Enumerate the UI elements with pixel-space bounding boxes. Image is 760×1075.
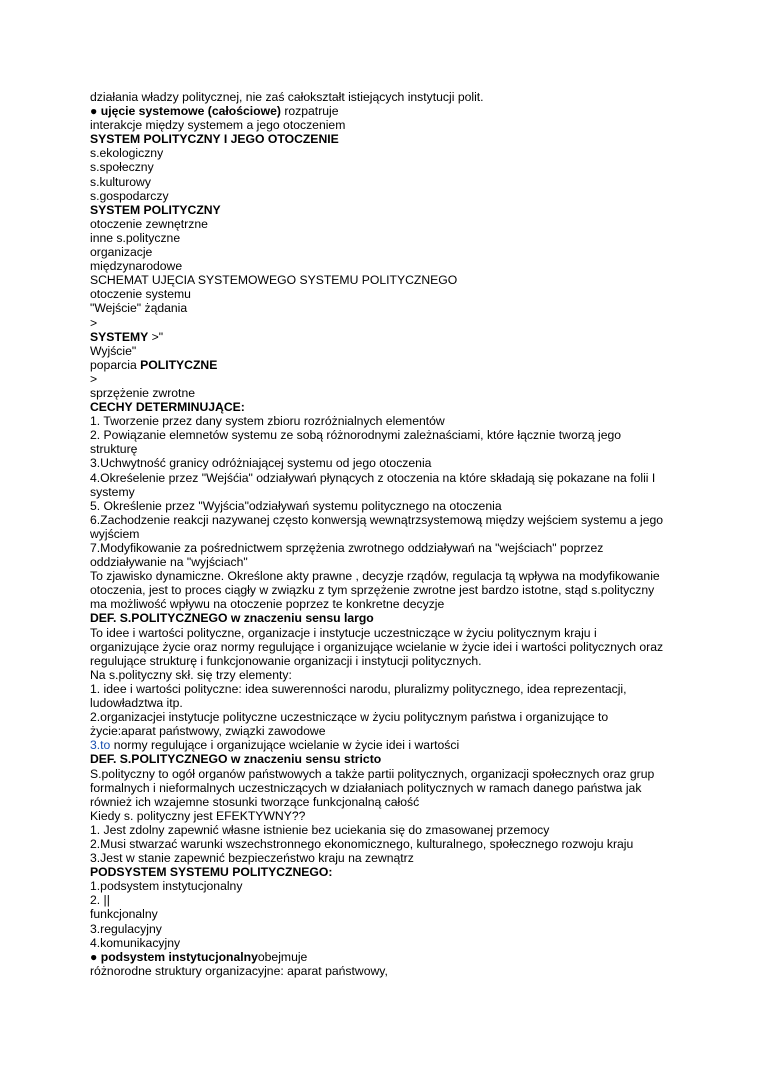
text-line-l41 — [90, 823, 664, 837]
text-span: 5. Określenie przez "Wyjścia"odziaływań systemu politycznego na otoczenia — [90, 498, 502, 513]
text-span: s.kulturowy — [90, 174, 151, 189]
text-span: 7.Modyfikowanie za pośrednictwem sprzężenia zwrotnego oddziaływań na "wejściach" poprzez oddziaływanie na "wyjściach" — [90, 541, 604, 570]
text-span: 1. Tworzenie przez dany system zbioru rozróżnialnych elementów — [90, 414, 445, 429]
text-line-l28 — [90, 499, 664, 513]
text-line-l4 — [90, 132, 664, 146]
text-line-l2 — [90, 104, 664, 118]
text-line-l21 — [90, 372, 664, 386]
text-line-l42 — [90, 837, 664, 851]
text-line-l36 — [90, 710, 664, 738]
text-line-l17 — [90, 316, 664, 330]
text-line-l9 — [90, 203, 664, 217]
text-span: 2. || — [90, 893, 110, 908]
text-line-l29 — [90, 513, 664, 541]
bold-text: podsystem instytucjonalny — [100, 949, 258, 964]
text-line-l47 — [90, 907, 664, 921]
bold-text: CECHY DETERMINUJĄCE: — [90, 400, 245, 415]
text-span: 1. Jest zdolny zapewnić własne istnienie bez uciekania się do zmasowanej przemocy — [90, 822, 550, 837]
text-line-l19 — [90, 344, 664, 358]
inline-link[interactable]: 3.to — [90, 738, 111, 753]
bold-text: SYSTEMY — [90, 329, 149, 344]
text-line-l32 — [90, 611, 664, 625]
text-span: poparcia — [90, 357, 141, 372]
text-line-l1 — [90, 90, 664, 104]
text-span: S.polityczny to ogół organów państwowych a także partii politycznych, organizacji społecznych oraz grup formalnych i nieformalnych uczestniczących w działaniach politycznych w ramach danego państwa jak również ich wzajemne stosunki tworzące funkcjonalną całość — [90, 766, 655, 809]
text-line-l7 — [90, 175, 664, 189]
text-span: 3.Jest w stanie zapewnić bezpieczeństwo kraju na zewnątrz — [90, 851, 414, 866]
text-span: 2.Musi stwarzać warunki wszechstronnego ekonomicznego, kulturalnego, społecznego rozwoju kraju — [90, 836, 634, 851]
text-span: 2.organizacjei instytucje polityczne uczestniczące w życiu politycznym państwa i organizujące to życie:aparat państwowy, związki zawodowe — [90, 710, 609, 739]
text-line-l33 — [90, 626, 664, 668]
text-span: 1.podsystem instytucjonalny — [90, 879, 243, 894]
text-line-l18 — [90, 330, 664, 344]
text-line-l37 — [90, 738, 664, 752]
text-span: interakcje między systemem a jego otoczeniem — [90, 118, 346, 133]
text-line-l30 — [90, 541, 664, 569]
text-span: rozpatruje — [280, 104, 339, 119]
document-body — [90, 90, 664, 978]
text-line-l31 — [90, 569, 664, 611]
text-line-l27 — [90, 471, 664, 499]
text-line-l22 — [90, 386, 664, 400]
text-line-l3 — [90, 118, 664, 132]
text-span: otoczenie zewnętrzne — [90, 216, 208, 231]
text-line-l38 — [90, 752, 664, 766]
text-line-l20 — [90, 358, 664, 372]
text-span: s.gospodarczy — [90, 188, 169, 203]
text-line-l35 — [90, 682, 664, 710]
text-line-l16 — [90, 301, 664, 315]
text-span: 3.Uchwytność granicy odróżniającej systemu od jego otoczenia — [90, 456, 432, 471]
text-line-l46 — [90, 893, 664, 907]
text-line-l14 — [90, 273, 664, 287]
text-line-l43 — [90, 851, 664, 865]
text-line-l50 — [90, 950, 664, 964]
text-span: 4.Okreśelenie przez "Wejśćia" odziaływań płynących z otoczenia na które składają się pokazane na folii I systemy — [90, 470, 656, 499]
text-span: To idee i wartości polityczne, organizacje i instytucje uczestniczące w życiu politycznym kraju i organizujące życie oraz normy regulujące i organizujące wcielanie w życie idei i wartości politycznych oraz regulujące strukturę i funkcjonowanie organizacji i instytucji politycznych. — [90, 625, 664, 668]
text-line-l8 — [90, 189, 664, 203]
text-span: inne s.polityczne — [90, 230, 181, 245]
text-span: obejmuje — [257, 949, 308, 964]
text-line-l34 — [90, 668, 664, 682]
text-span: 1. idee i wartości polityczne: idea suwerenności narodu, pluralizmy politycznego, idea reprezentacji, ludowładztwa itp. — [90, 681, 627, 711]
text-line-l40 — [90, 809, 664, 823]
text-span: >" — [148, 329, 164, 344]
text-span: "Wejście" żądania — [90, 301, 188, 316]
text-line-l39 — [90, 767, 664, 809]
text-span: normy regulujące i organizujące wcielanie w życie idei i wartości — [110, 738, 460, 753]
text-span: Kiedy s. polityczny jest EFEKTYWNY?? — [90, 808, 306, 823]
text-line-l12 — [90, 245, 664, 259]
text-span: funkcjonalny — [90, 907, 158, 922]
text-line-l49 — [90, 936, 664, 950]
text-line-l26 — [90, 456, 664, 470]
text-span: międzynarodowe — [90, 259, 183, 274]
text-span: To zjawisko dynamiczne. Określone akty prawne , decyzje rządów, regulacja tą wpływa na modyfikowanie otoczenia, jest to proces ciągły w związku z tym sprzężenie zwrotne jest bardzo istotne, stąd s.polityczny ma możliwość wpływu na otoczenie poprzez te konkretne decyzje — [90, 569, 660, 612]
text-line-l48 — [90, 922, 664, 936]
bold-text: ujęcie systemowe (całościowe) — [100, 104, 281, 119]
text-span: 3.regulacyjny — [90, 921, 162, 936]
text-line-l25 — [90, 428, 664, 456]
text-span: 6.Zachodzenie reakcji nazywanej często konwersją wewnątrzsystemową między wejściem systemu a jego wyjściem — [90, 512, 664, 541]
bold-text: SYSTEM POLITYCZNY I JEGO OTOCZENIE — [90, 132, 339, 147]
text-span: otoczenie systemu — [90, 287, 191, 302]
text-line-l45 — [90, 879, 664, 893]
bold-text: POLITYCZNE — [140, 357, 218, 372]
text-span: > — [90, 371, 98, 386]
text-line-l44 — [90, 865, 664, 879]
text-span: Wyjście" — [90, 343, 137, 358]
bold-text: DEF. S.POLITYCZNEGO w znaczeniu sensu stricto — [90, 752, 382, 767]
text-line-l13 — [90, 259, 664, 273]
text-span: organizacje — [90, 245, 153, 260]
text-span: 2. Powiązanie elemnetów systemu ze sobą różnorodnymi zależnaściami, które łącznie tworzą jego strukturę — [90, 428, 622, 457]
bold-text: DEF. S.POLITYCZNEGO w znaczeniu sensu largo — [90, 611, 374, 626]
text-span: s.społeczny — [90, 160, 154, 175]
text-line-l23 — [90, 400, 664, 414]
text-span: 4.komunikacyjny — [90, 935, 181, 950]
text-span: > — [90, 315, 98, 330]
text-line-l11 — [90, 231, 664, 245]
bold-text: SYSTEM POLITYCZNY — [90, 202, 221, 217]
text-line-l24 — [90, 414, 664, 428]
text-line-l5 — [90, 146, 664, 160]
bold-text: PODSYSTEM SYSTEMU POLITYCZNEGO: — [90, 865, 333, 880]
text-span: Na s.polityczny skł. się trzy elementy: — [90, 667, 292, 682]
text-span: ● — [90, 104, 101, 119]
text-line-l10 — [90, 217, 664, 231]
text-line-l51 — [90, 964, 664, 978]
text-line-l15 — [90, 287, 664, 301]
text-span: działania władzy politycznej, nie zaś całokształt istiejących instytucji polit. — [90, 90, 484, 104]
text-span: różnorodne struktury organizacyjne: aparat państwowy, — [90, 963, 388, 978]
text-span: sprzężenie zwrotne — [90, 385, 195, 400]
text-span: s.ekologiczny — [90, 146, 164, 161]
text-span: SCHEMAT UJĘCIA SYSTEMOWEGO SYSTEMU POLITYCZNEGO — [90, 273, 458, 288]
text-span: ● — [90, 949, 101, 964]
text-line-l6 — [90, 160, 664, 174]
